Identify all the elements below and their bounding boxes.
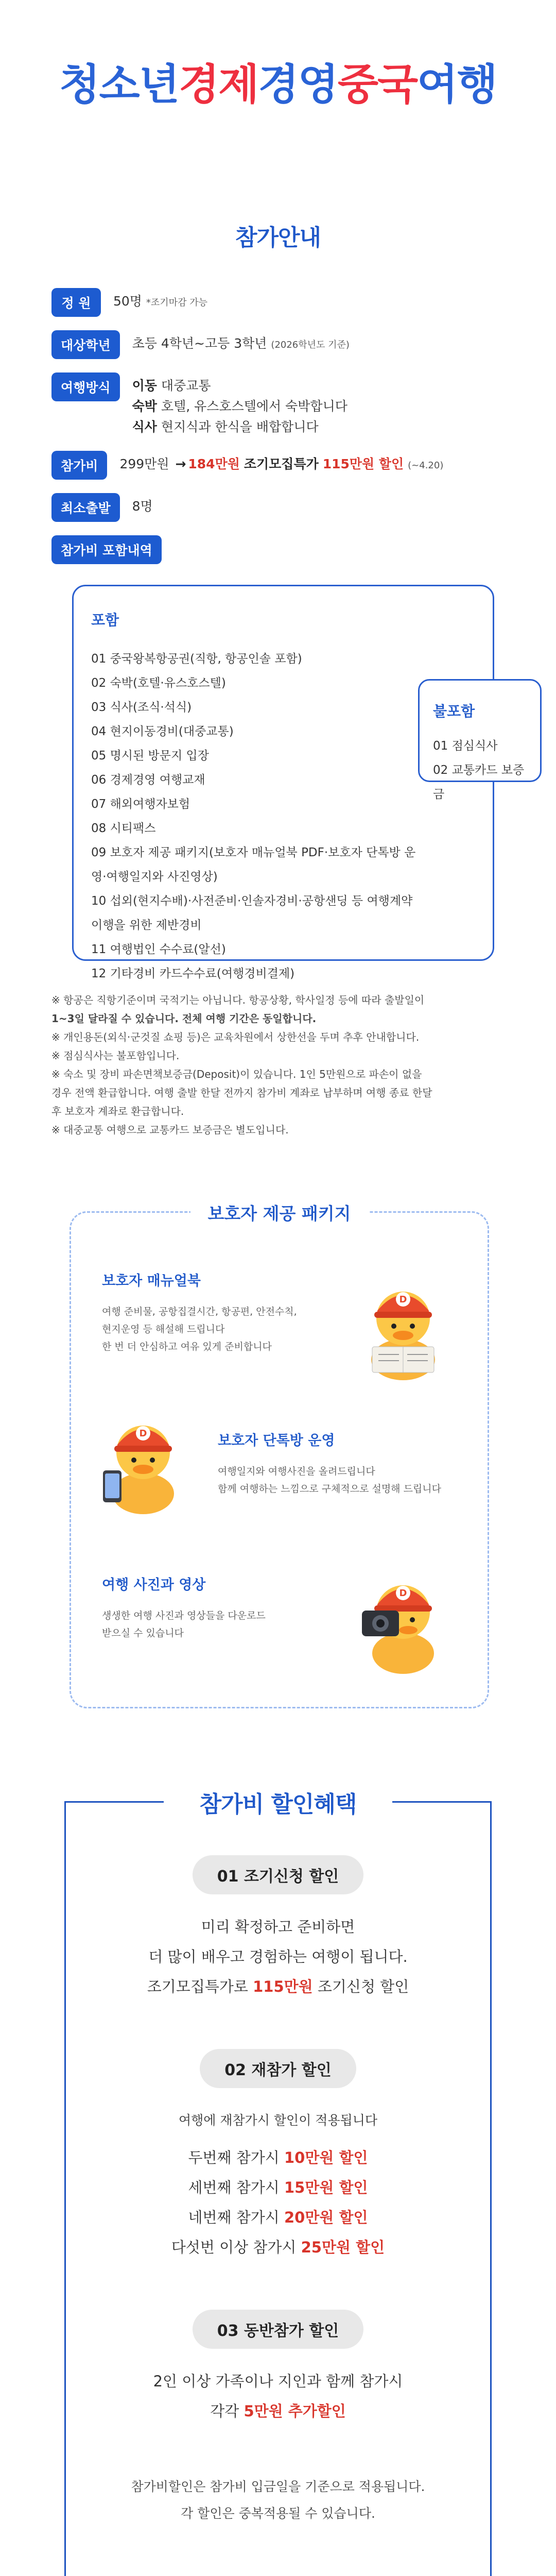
hero-title-part: 경영	[258, 60, 338, 109]
discount-group	[66, 2310, 490, 2426]
minimum-label: 최소출발	[51, 493, 120, 522]
method-line	[132, 396, 348, 417]
includes-item: 08 시티팩스	[91, 822, 156, 835]
fee-promo-note: (~4.20)	[408, 460, 444, 471]
discount-line	[66, 2396, 490, 2426]
includes-item: 09 보호자 제공 패키지(보호자 매뉴얼북 PDF·보호자 단톡방 운	[91, 846, 416, 859]
includes-item: 영·여행일지와 사진영상)	[91, 870, 218, 884]
capacity-row	[51, 288, 505, 317]
method-text: 호텔, 유스호스텔에서 숙박합니다	[161, 399, 348, 414]
grade-note: (2026학년도 기준)	[271, 340, 350, 350]
grade-range: 초등 4학년~고등 3학년	[132, 336, 267, 351]
capacity-note: *조기마감 가능	[146, 297, 207, 308]
note-line: ※ 점심식사는 불포함입니다.	[51, 1049, 180, 1062]
excludes-item: 02 교통카드 보증금	[433, 764, 525, 801]
discount-line: 2인 이상 가족이나 지인과 함께 참가시	[153, 2372, 403, 2390]
discount-line	[66, 2173, 490, 2202]
discount-title: 참가비 할인혜택	[199, 1791, 357, 1818]
includes-box	[72, 585, 525, 980]
duck-phone-icon	[92, 1409, 195, 1517]
capacity-label: 정 원	[51, 288, 101, 317]
grade-row	[51, 330, 505, 359]
hero-title-part: 청소년	[59, 60, 179, 109]
discount-amount: 25만원 할인	[301, 2239, 385, 2256]
discount-line: 더 많이 배우고 경험하는 여행이 됩니다.	[148, 1948, 408, 1965]
discount-line: 미리 확정하고 준비하면	[201, 1918, 355, 1936]
discount-early-label: 01 조기신청 할인	[193, 1855, 364, 1894]
discount-amount: 10만원 할인	[284, 2149, 368, 2166]
minimum-row	[51, 493, 505, 522]
package-item-title: 여행 사진과 영상	[102, 1577, 206, 1593]
discount-text: 조기모집특가로	[147, 1978, 253, 1995]
includes-item: 이행을 위한 제반경비	[91, 919, 202, 932]
minimum-value: 8명	[132, 499, 153, 514]
package-item-line: 현지운영 등 해설해 드립니다	[102, 1324, 225, 1335]
excludes-item: 01 점심식사	[433, 739, 498, 753]
discount-footer-line: 각 할인은 중복적용될 수 있습니다.	[181, 2506, 375, 2521]
includes-item: 06 경제경영 여행교재	[91, 773, 205, 787]
discount-text: 다섯번 이상 참가시	[171, 2239, 301, 2256]
package-item-line: 여행 준비물, 공항집결시간, 항공편, 안전수칙,	[102, 1306, 297, 1317]
note-line: 후 보호자 계좌로 환급합니다.	[51, 1105, 184, 1117]
note-line: ※ 숙소 및 장비 파손면책보증금(Deposit)이 있습니다. 1인 5만원으로 파손이 없을	[51, 1068, 422, 1080]
includes-label: 참가비 포함내역	[51, 535, 162, 564]
note-line: ※ 대중교통 여행으로 교통카드 보증금은 별도입니다.	[51, 1124, 289, 1136]
hero-title	[59, 60, 497, 109]
discount-repeat-label: 02 재참가 할인	[200, 2049, 356, 2088]
discount-line	[66, 2202, 490, 2232]
svg-text:D: D	[399, 1588, 407, 1599]
includes-item: 05 명시된 방문지 입장	[91, 749, 209, 762]
discount-section	[64, 1791, 492, 2576]
method-key: 식사	[132, 419, 157, 434]
discount-amount: 20만원 할인	[284, 2209, 368, 2226]
package-item-line: 한 번 더 안심하고 여유 있게 준비합니다	[102, 1341, 272, 1352]
discount-group-label: 03 동반참가 할인	[193, 2310, 364, 2349]
discount-text: 각각	[210, 2402, 244, 2420]
discount-text: 두번째 참가시	[188, 2149, 284, 2166]
hero-title-part: 중국	[337, 60, 418, 109]
includes-item: 01 중국왕복항공권(직항, 항공인솔 포함)	[91, 652, 302, 666]
package-title: 보호자 제공 패키지	[190, 1200, 368, 1225]
method-row	[51, 372, 505, 437]
excludes-box	[418, 679, 542, 801]
includes-item: 10 섭외(현지수배)·사전준비·인솔자경비·공항샌딩 등 여행계약	[91, 894, 413, 908]
fee-row	[51, 451, 505, 480]
fee-original: 299만원	[119, 456, 169, 471]
discount-line	[66, 2232, 490, 2262]
discount-amount: 15만원 할인	[284, 2179, 368, 2196]
method-line	[132, 417, 348, 437]
package-item-title: 보호자 매뉴얼북	[102, 1273, 201, 1289]
note-line: ※ 항공은 직항기준이며 국적기는 아닙니다. 항공상황, 학사일정 등에 따라 출발일이	[51, 994, 425, 1006]
package-item-line: 함께 여행하는 느낌으로 구체적으로 설명해 드립니다	[218, 1483, 441, 1495]
discount-early	[66, 1855, 490, 2002]
fee-discounted: 184만원	[188, 456, 240, 471]
includes-item: 07 해외여행자보험	[91, 798, 190, 811]
discount-amount: 5만원 추가할인	[244, 2402, 346, 2420]
fee-label: 참가비	[51, 451, 107, 480]
fee-promo: 조기모집특가	[244, 456, 319, 471]
fee-promo-price: 115만원 할인	[322, 456, 404, 471]
discount-footer	[66, 2473, 490, 2527]
method-label: 여행방식	[51, 372, 120, 401]
capacity-value	[113, 288, 207, 316]
includes-item: 04 현지이동경비(대중교통)	[91, 725, 234, 738]
discount-line	[66, 2143, 490, 2173]
duck-reading-icon	[352, 1275, 455, 1383]
package-item-manual	[102, 1269, 328, 1355]
discount-text: 네번째 참가시	[188, 2209, 284, 2226]
package-item-line: 받으실 수 있습니다	[102, 1628, 184, 1639]
method-key: 숙박	[132, 399, 157, 414]
method-line	[132, 376, 348, 396]
package-item-media	[102, 1573, 328, 1642]
note-line: 경우 전액 환급합니다. 여행 출발 한달 전까지 참가비 계좌로 납부하며 여행 종료 한달	[51, 1087, 432, 1099]
method-text: 대중교통	[161, 378, 211, 393]
fee-value	[119, 451, 443, 479]
svg-text:D: D	[399, 1294, 407, 1305]
svg-text:D: D	[139, 1428, 147, 1439]
hero	[0, 0, 556, 170]
discount-text: 조기신청 할인	[312, 1978, 409, 1995]
info-heading: 참가안내	[235, 225, 321, 251]
capacity-number: 50명	[113, 294, 142, 309]
method-text: 현지식과 한식을 배합합니다	[161, 419, 319, 434]
package-section	[70, 1204, 489, 1708]
includes-title: 포함	[91, 612, 119, 629]
discount-line: 여행에 재참가시 할인이 적용됩니다	[178, 2113, 378, 2128]
discount-amount: 115만원	[253, 1978, 313, 1995]
includes-row	[51, 535, 505, 564]
grade-value	[132, 330, 350, 359]
includes-item: 12 기타경비 카드수수료(여행경비결제)	[91, 967, 295, 980]
discount-repeat	[66, 2049, 490, 2262]
grade-label: 대상학년	[51, 330, 120, 359]
notes	[51, 991, 505, 1139]
package-item-chat	[218, 1429, 460, 1498]
method-details	[132, 372, 348, 437]
excludes-title: 불포함	[433, 703, 475, 720]
discount-footer-line: 참가비할인은 참가비 입금일을 기준으로 적용됩니다.	[131, 2479, 425, 2494]
includes-item: 02 숙박(호텔·유스호스텔)	[91, 676, 226, 690]
discount-content	[66, 1801, 490, 2527]
method-key: 이동	[132, 378, 157, 393]
discount-line	[66, 1972, 490, 2002]
arrow-icon: →	[175, 456, 186, 471]
note-line: 1~3일 달라질 수 있습니다. 전체 여행 기간은 동일합니다.	[51, 1012, 317, 1025]
info-section	[0, 170, 556, 1139]
note-line: ※ 개인용돈(외식·군것질 쇼핑 등)은 교육차원에서 상한선을 두며 추후 안내합니다.	[51, 1031, 420, 1043]
duck-camera-icon	[352, 1568, 455, 1676]
includes-item: 11 여행법인 수수료(알선)	[91, 943, 226, 956]
package-item-title: 보호자 단톡방 운영	[218, 1433, 335, 1449]
hero-title-part: 여행	[417, 60, 497, 109]
package-item-line: 여행일지와 여행사진을 올려드립니다	[218, 1466, 375, 1477]
package-item-line: 생생한 여행 사진과 영상들을 다운로드	[102, 1610, 266, 1621]
includes-item: 03 식사(조식·석식)	[91, 701, 192, 714]
discount-text: 세번째 참가시	[188, 2179, 284, 2196]
hero-title-part: 경제	[178, 60, 258, 109]
